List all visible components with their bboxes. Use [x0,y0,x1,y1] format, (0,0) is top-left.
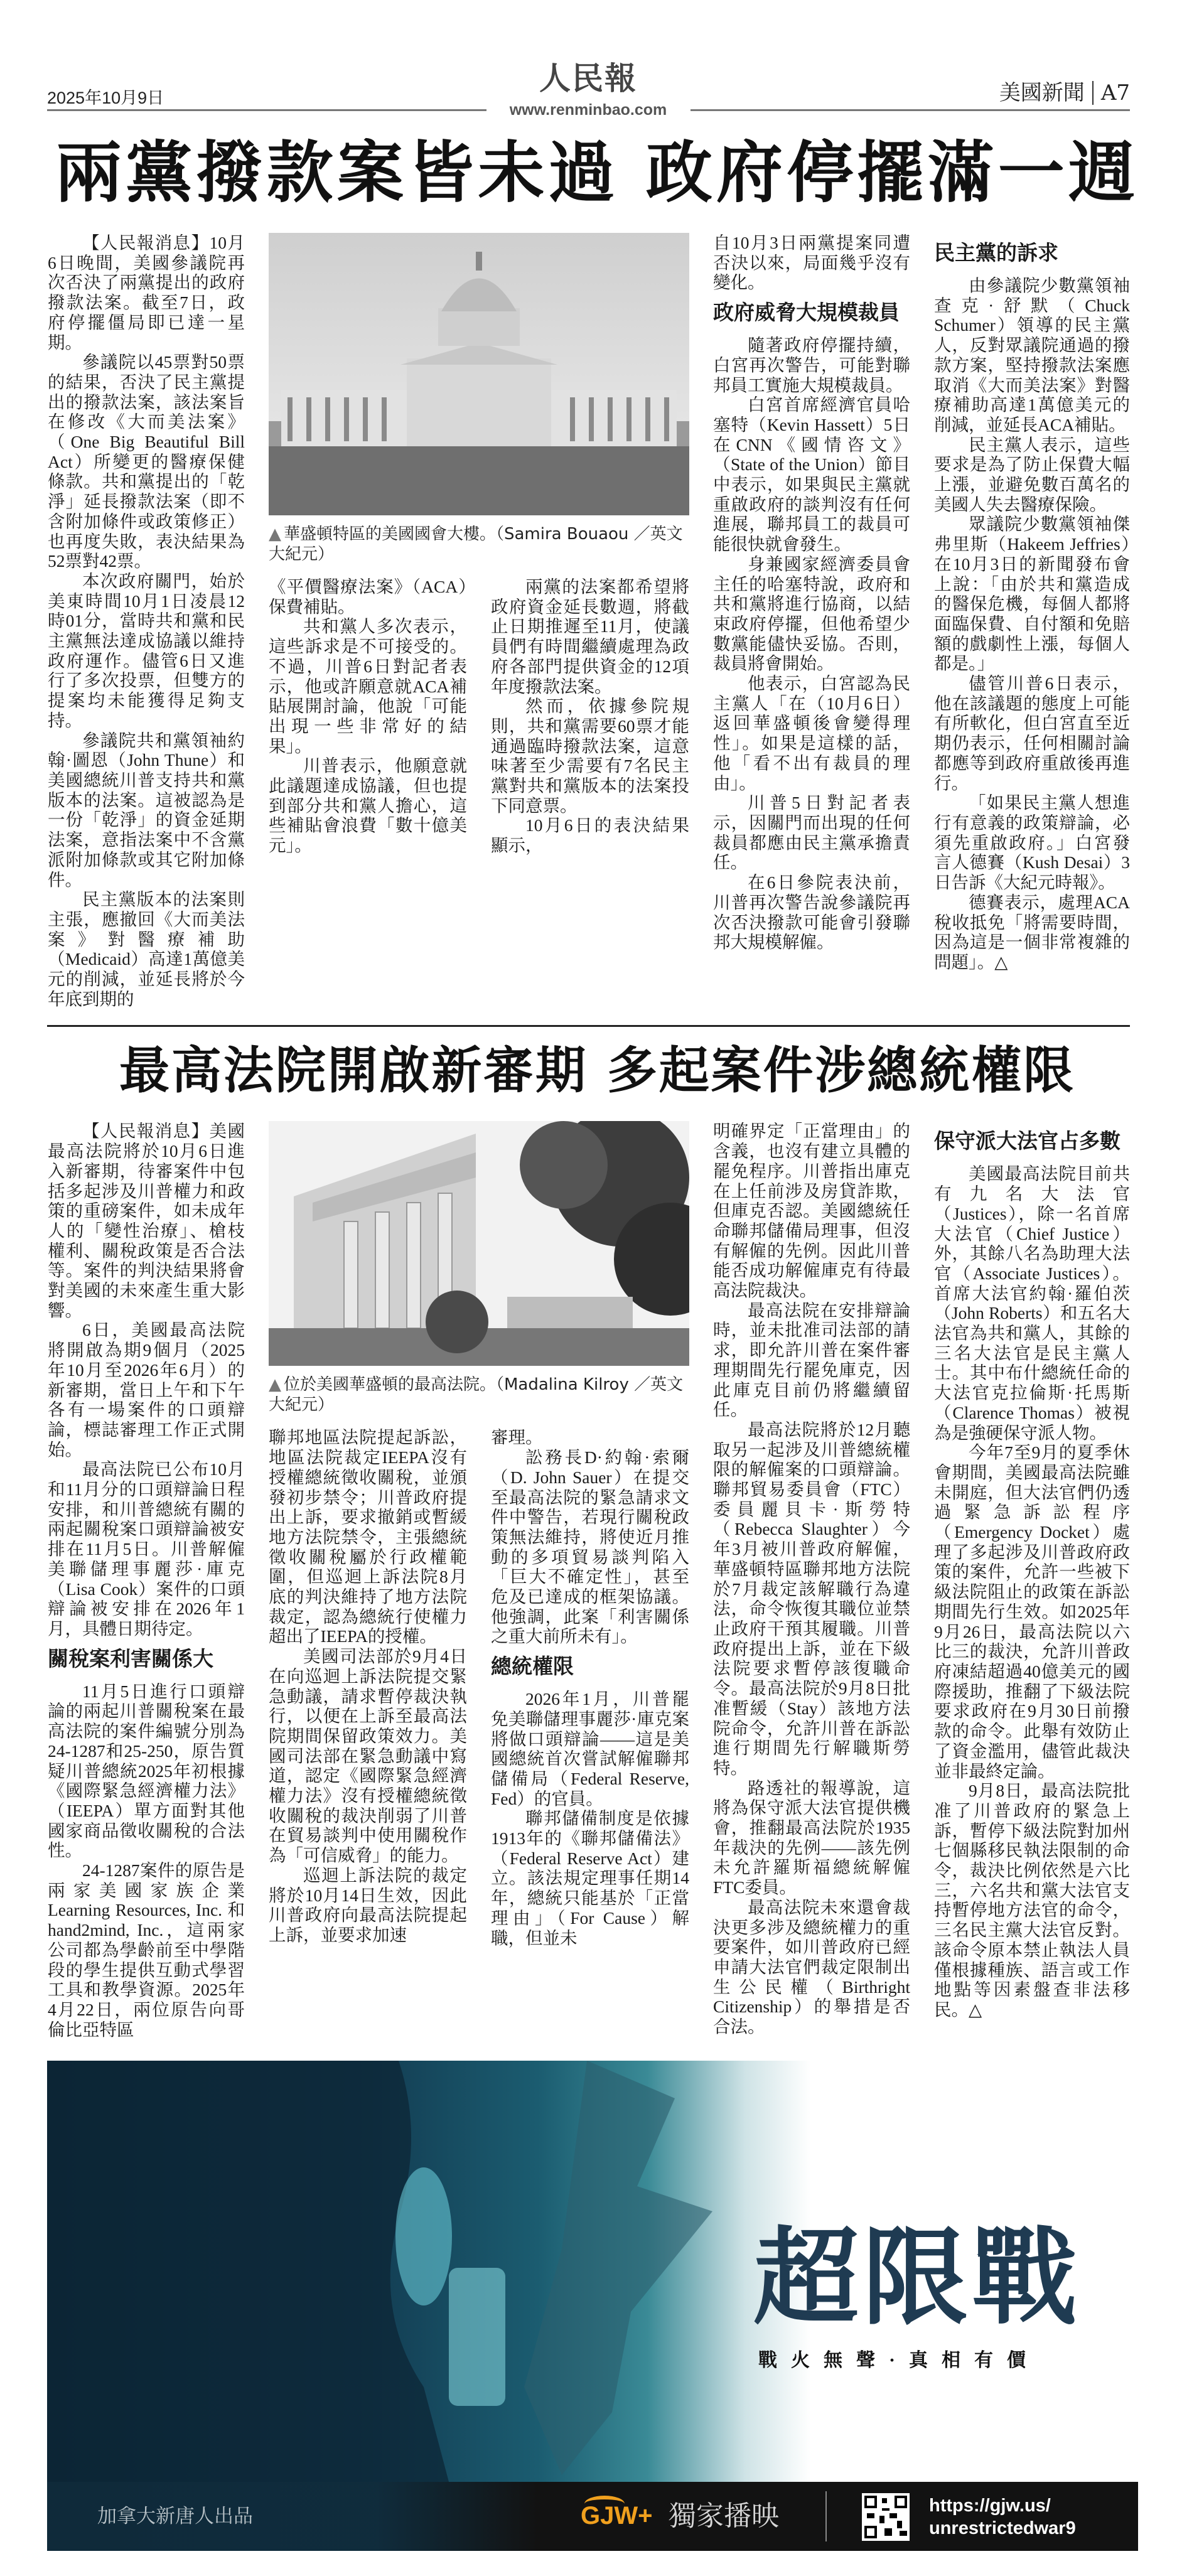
paragraph: 白宮首席經濟官員哈塞特（Kevin Hassett）5日在CNN《國情咨文》（State of the Union）節目中表示，如果與民主黨就重啟政府的談判沒有任何進展，聯邦員工的裁員可能很快就會發生。 [713,395,910,554]
hazmat-figure-graphic [47,2061,738,2482]
paragraph: 然而，依據參院規則，共和黨需要60票才能通過臨時撥款法案，這意味著至少需要有7名民主黨對共和黨版本的法案投下同意票。 [491,696,689,815]
paragraph: 10月6日的表決結果顯示， [491,815,689,856]
logo-arc-icon [584,2496,625,2512]
article-divider [47,1025,1130,1027]
paragraph: 【人民報消息】10月6日晚間，美國參議院再次否決了兩黨提出的政府撥款法案。截至7日，政府停擺僵局即已達一星期。 [48,233,245,352]
subheading: 關稅案利害關係大 [48,1646,213,1671]
paragraph: 身兼國家經濟委員會主任的哈塞特說，政府和共和黨將進行協商，以結束政府停擺，但他希望少數黨能儘快妥協。否則，裁員將會開始。 [713,554,910,674]
paragraph: 由參議院少數黨領袖查克·舒默（Chuck Schumer）領導的民主黨人，反對眾議院通過的撥款方案，堅持撥款法案應取消《大而美法案》對醫療補助高達1萬億美元的削減，並延長ACA補貼。 [934,276,1130,434]
paragraph: 參議院共和黨領袖約翰·圖恩（John Thune）和美國總統川普支持共和黨版本的法案。這被認為是一份「乾淨」的資金延期法案，意指法案中不含黨派附加條款或其它附加條件。 [48,730,245,889]
subheading: 總統權限 [491,1654,574,1679]
paragraph: 24-1287案件的原告是兩家美國家族企業Learning Resources, Inc. 和 hand2mind, Inc.，這兩家公司都為學齡前至中學階段的學生提供互動式學習工具和教學資源。2025年4月22日，兩位原告向哥倫比亞特區 [48,1860,245,2039]
article-column [48,1121,245,2039]
article [48,1121,1130,2039]
paragraph: 德賽表示，處理ACA稅收抵免「將需要時間，因為這是一個非常複雜的問題」。△ [934,892,1130,972]
paragraph: 儘管川普6日表示，他在該議題的態度上可能有所軟化，但白宮直至近期仍表示，任何相關討論都應等到政府重啟後再進行。 [934,674,1130,793]
paragraph: 《平價醫療法案》（ACA）保費補貼。 [269,577,467,616]
article-column [934,233,1130,1009]
issue-date: 2025年10月9日 [47,89,164,107]
header-rule [47,109,486,111]
paragraph: 共和黨人多次表示，這些訴求是不可接受的。不過，川普6日對記者表示，他或許願意就ACA補貼展開討論，他說「可能出現一些非常好的結果」。 [269,616,467,756]
paragraph: 民主黨版本的法案則主張，應撤回《大而美法案》對醫療補助（Medicaid）高達1萬億美元的削減，並延長將於今年底到期的 [48,889,245,1009]
paragraph: 川普表示，他願意就此議題達成協議，但也提到部分共和黨人擔心，這些補貼會浪費「數十億美元」。 [269,756,467,856]
ad-url[interactable] [929,2494,1076,2540]
paragraph: 最高法院未來還會裁決更多涉及總統權力的重要案件，如川普政府已經申請大法官們裁定限制出生公民權（Birthright Citizenship）的舉措是否合法。 [713,1897,910,2037]
triangle-marker-icon: ▲ [269,525,281,544]
page-header [0,0,1177,122]
article-headline: 兩黨撥款案皆未過 政府停擺滿一週 [55,133,1135,212]
capitol-photo [269,233,689,515]
caption-text: 位於美國華盛頓的最高法院。（Madalina Kilroy ／英文大紀元） [269,1375,684,1415]
paragraph: 11月5日進行口頭辯論的兩起川普關稅案在最高法院的案件編號分別為24-1287和25-250，原告質疑川普總統2025年初根據《國際緊急經濟權力法》（IEEPA）單方面對其他國家商品徵收關稅的合法性。 [48,1681,245,1860]
article-column [713,1121,910,2039]
paragraph: 9月8日，最高法院批准了川普政府的緊急上訴，暫停下級法院對加州七個縣移民執法限制的命令，裁決比例依然是六比三，六名共和黨大法官支持暫停地方法官的命令，三名民主黨大法官反對。該命令原本禁止執法人員僅根據種族、語言或工作地點等因素盤查非法移民。△ [934,1781,1130,2019]
website-link[interactable]: www.renminbao.com [509,101,667,119]
photo-caption [269,1375,689,1415]
paragraph: 本次政府關門，始於美東時間10月1日凌晨12時01分，當時共和黨和民主黨無法達成協議以維持政府運作。儘管6日又進行了多次投票，但雙方的提案均未能獲得足夠支持。 [48,571,245,730]
paragraph: 聯邦儲備制度是依據1913年的《聯邦儲備法》（Federal Reserve Act）建立。該法規定理事任期14年，總統只能基於「正當理由」（For Cause）解職，但並未 [491,1808,689,1948]
article-column [491,577,689,1009]
subheading: 民主黨的訴求 [934,240,1058,265]
ad-tagline: 戰火無聲·真相有價 [758,2350,1040,2371]
paragraph: 訟務長D·約翰·索爾（D. John Sauer）在提交至最高法院的緊急請求文件中警告，若現行關稅政策無法維持，將使近月推動的多項貿易談判陷入「巨大不確定性」，甚至危及已達成的框架協議。他強調，此案「利害關係之重大前所未有」。 [491,1447,689,1646]
paragraph: 「如果民主黨人想進行有意義的政策辯論，必須先重啟政府。」白宮發言人德賽（Kush Desai）3日告訴《大紀元時報》。 [934,793,1130,893]
subheading: 政府威脅大規模裁員 [713,300,900,325]
article [48,233,1130,1009]
url-line: unrestrictedwar9 [929,2518,1076,2539]
triangle-marker-icon: ▲ [269,1375,281,1395]
paragraph: 今年7至9月的夏季休會期間，美國最高法院雖未開庭，但大法官們仍透過緊急訴訟程序（Emergency Docket）處理了多起涉及川普政府政策的案件，允許一些被下級法院阻止的政策在訴訟期間先行生效。如2025年9月26日，最高法院以六比三的裁決，允許川普政府凍結超過40億美元的國際援助，推翻了下級法院要求政府在9月30日前撥款的命令。此舉有效防止了資金濫用，儘管此裁決並非最終定論。 [934,1442,1130,1781]
divider [1092,81,1094,105]
ad-title: 超限戰 [753,2215,1081,2340]
article-column [934,1121,1130,2039]
divider [825,2491,827,2541]
producer-label: 加拿大新唐人出品 [97,2505,253,2528]
paragraph: 他表示，白宮認為民主黨人「在（10月6日）返回華盛頓後會變得理性」。如果是這樣的話，他「看不出有裁員的理由」。 [713,674,910,793]
paragraph: 巡迴上訴法院的裁定將於10月14日生效，因此川普政府向最高法院提起上訴，並要求加速 [269,1865,467,1945]
paragraph: 兩黨的法案都希望將政府資金延長數週，將截止日期推遲至11月，使議員們有時間繼續處理為政府各部門提供資金的12項年度撥款法案。 [491,577,689,696]
paragraph: 明確界定「正當理由」的含義，也沒有建立具體的罷免程序。川普指出庫克在上任前涉及房貸詐欺，但庫克否認。美國總統任命聯邦儲備局理事，但沒有解僱的先例。因此川普能否成功解僱庫克有待最高法院裁決。 [713,1121,910,1301]
paragraph: 路透社的報導說，這將為保守派大法官提供機會，推翻最高法院於1935年裁決的先例——該先例未允許羅斯福總統解僱FTC委員。 [713,1778,910,1897]
gjw-logo[interactable] [581,2501,652,2531]
caption-text: 華盛頓特區的美國國會大樓。（Samira Bouaou ／英文大紀元） [269,525,683,564]
subheading: 保守派大法官占多數 [934,1129,1121,1154]
paragraph: 隨著政府停擺持續，白宮再次警告，可能對聯邦員工實施大規模裁員。 [713,335,910,395]
article-headline: 最高法院開啟新審期 多起案件涉總統權限 [119,1041,1073,1100]
url-line: https://gjw.us/ [929,2496,1051,2516]
paragraph: 聯邦地區法院提起訴訟，地區法院裁定IEEPA沒有授權總統徵收關稅，並頒發初步禁令；川普政府提出上訴，要求撤銷或暫緩地方法院禁令，主張總統徵收關稅屬於行政權範圍，但巡迴上訴法院8月底的判決維持了地方法院裁定，認為總統行使權力超出了IEEPA的授權。 [269,1427,467,1646]
article-column [269,577,467,1009]
logo-text: GJW+ [581,2502,653,2530]
page-number: A7 [1100,80,1130,105]
paragraph: 在6日參院表決前，川普再次警告說參議院再次否決撥款可能會引發聯邦大規模解僱。 [713,872,910,952]
ad-footer-bar [47,2482,1138,2551]
supreme-court-photo [269,1121,689,1366]
paragraph: 自10月3日兩黨提案同遭否決以來，局面幾乎沒有變化。 [713,233,910,292]
article-column [48,233,245,1009]
article-column [269,1427,467,2039]
paragraph: 最高法院在安排辯論時，並未批准司法部的請求，即允許川普在案件審理期間先行罷免庫克，因此庫克目前仍將繼續留任。 [713,1300,910,1420]
paragraph: 6日，美國最高法院將開啟為期9個月（2025年10月至2026年6月）的新審期，當日上午和下午各有一場案件的口頭辯論，標誌審理工作正式開始。 [48,1320,245,1459]
section-name: 美國新聞 [999,80,1085,105]
paragraph: 最高法院將於12月聽取另一起涉及川普總統權限的解僱案的口頭辯論。聯邦貿易委員會（FTC）委員麗貝卡·斯勞特（Rebecca Slaughter）今年3月被川普政府解僱，華盛頓特區聯邦地方法院於7月裁定該解職行為違法，命令恢復其職位並禁止政府干預其履職。川普政府提出上訴，並在下級法院要求暫停該復職命令。最高法院於9月8日批准暫緩（Stay）該地方法院命令，允許川普在訴訟進行期間先行解職斯勞特。 [713,1419,910,1778]
paragraph: 審理。 [491,1427,543,1447]
paragraph: 2026年1月，川普罷免美聯儲理事麗莎·庫克案將做口頭辯論——這是美國總統首次嘗試解僱聯邦儲備局（Federal Reserve, Fed）的官員。 [491,1689,689,1808]
paragraph: 美國最高法院目前共有九名大法官（Justices），除一名首席大法官（Chief Justice）外，其餘八名為助理大法官（Associate Justices）。首席大法官約翰·羅伯茨（John Roberts）和五名大法官為共和黨人，其餘的三名大法官是民主黨人士。其中布什總統任命的大法官克拉倫斯·托馬斯（Clarence Thomas）被視為是強硬保守派人物。 [934,1164,1130,1442]
paragraph: 最高法院已公布10月和11月分的口頭辯論日程安排，和川普總統有關的兩起關稅案口頭辯論被安排在11月5日。川普解僱美聯儲理事麗莎·庫克（Lisa Cook）案件的口頭辯論被安排在2026年1月，具體日期待定。 [48,1459,245,1638]
exclusive-label: 獨家播映 [669,2500,779,2533]
paragraph: 【人民報消息】美國最高法院將於10月6日進入新審期，待審案件中包括多起涉及川普權力和政策的重磅案件，如未成年人的「變性治療」、槍枝權利、關稅政策是否合法等。案件的判決結果將會對美國的未來產生重大影響。 [48,1121,245,1320]
header-rule [691,109,1130,111]
article-column [491,1427,689,2039]
paragraph: 民主黨人表示，這些要求是為了防止保費大幅上漲，並避免數百萬名的美國人失去醫療保險。 [934,434,1130,514]
paragraph: 川普5日對記者表示，因關門而出現的任何裁員都應由民主黨承擔責任。 [713,793,910,872]
paragraph: 眾議院少數黨領袖傑弗里斯（Hakeem Jeffries）在10月3日的新聞發布會上說：「由於共和黨造成的醫保危機，每個人都將面臨保費、自付額和免賠額的戲劇性上漲，每個人都是。」 [934,514,1130,674]
qr-code-icon[interactable] [862,2493,910,2541]
paragraph: 參議院以45票對50票的結果，否決了民主黨提出的撥款法案，該法案旨在修改《大而美法案》（One Big Beautiful Bill Act）所變更的醫療保健條款。共和黨提出的「乾淨」延長撥款法案（即不含附加條件或政策修正）也再度失敗，表決結果為52票對42票。 [48,352,245,571]
article-column [713,233,910,1009]
section-label [999,80,1130,105]
film-advertisement[interactable] [47,2061,1138,2551]
paragraph: 美國司法部於9月4日在向巡迴上訴法院提交緊急動議，請求暫停裁決執行，以便在上訴至最高法院期間保留政策效力。美國司法部在緊急動議中寫道，認定《國際緊急經濟權力法》沒有授權總統徵收關稅的裁決削弱了川普在貿易談判中使用關稅作為「可信威脅」的能力。 [269,1646,467,1865]
newspaper-logo: 人民報 [539,60,637,97]
photo-caption [269,524,689,564]
